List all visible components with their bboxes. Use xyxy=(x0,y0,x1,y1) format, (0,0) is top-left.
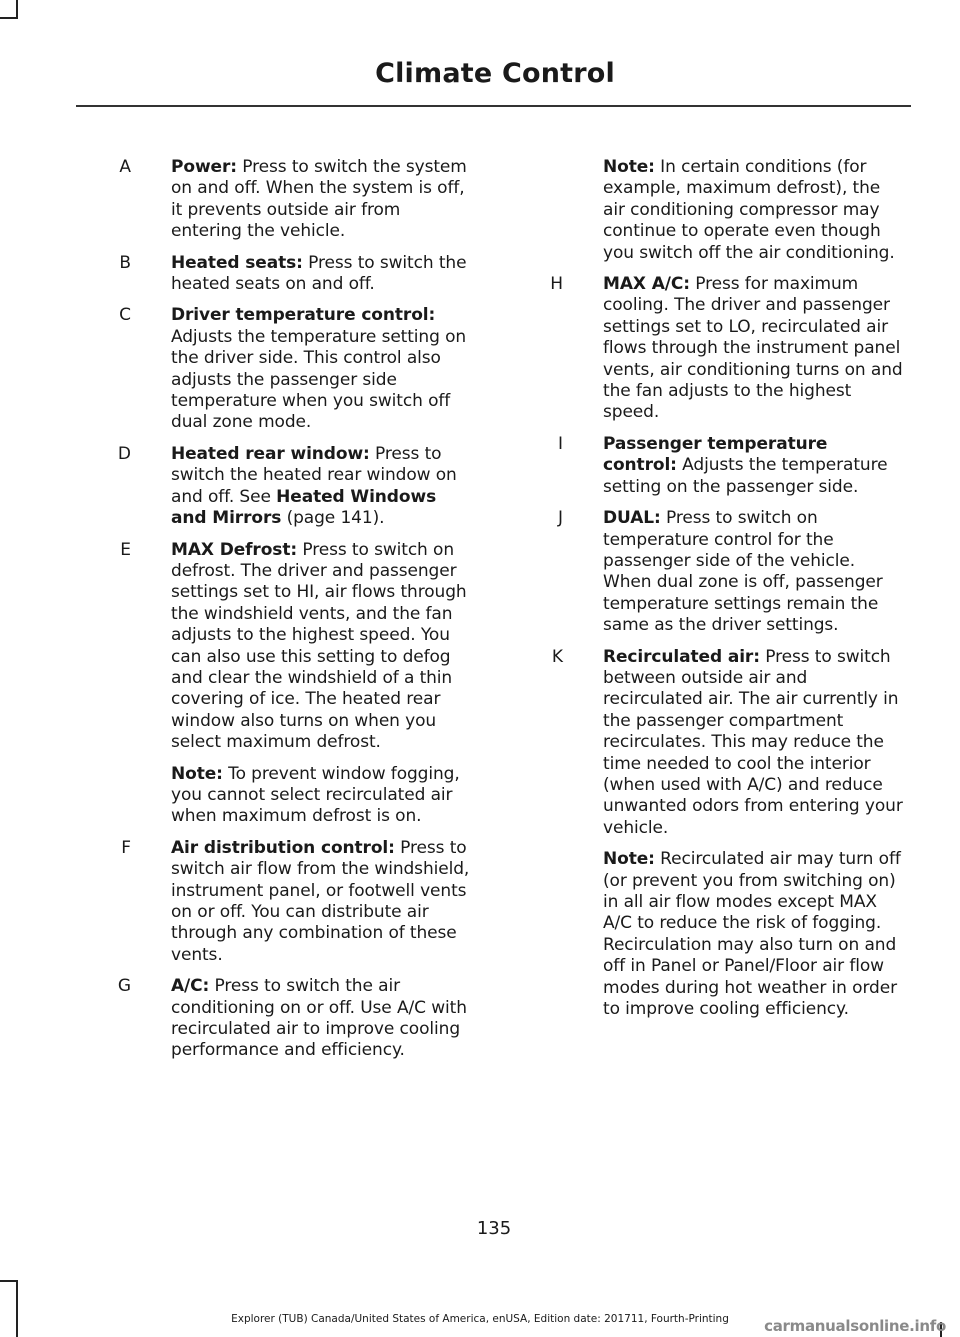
header-divider xyxy=(76,105,911,107)
right-column xyxy=(508,157,903,1030)
item-term: Passenger temperature control: xyxy=(603,433,828,476)
footer-edition-info: Explorer (TUB) Canada/United States of America, enUSA, Edition date: 201711, Fourth-Printing xyxy=(231,1313,729,1325)
note-text: To prevent window fogging, you cannot select recirculated air when maximum defrost is on. xyxy=(171,763,460,827)
note-text: Recirculated air may turn off (or prevent you from switching on) in all air flow modes except MAX A/C to reduce the risk of fogging. Recirculation may also turn on and off in Panel or Panel/Floor air flow modes during hot weather in order to improve cooling efficiency. xyxy=(603,849,901,1020)
page-reference: (page 141). xyxy=(281,508,385,529)
item-term: MAX A/C: xyxy=(603,274,690,295)
page-title: Climate Control xyxy=(375,58,615,89)
item-text: Press to switch the heated seats on and off. xyxy=(171,252,467,295)
note-text: In certain conditions (for example, maximum defrost), the air conditioning compressor may continue to operate even though you switch off the air conditioning. xyxy=(603,157,895,263)
list-item xyxy=(76,976,471,1062)
item-term: Heated rear window: xyxy=(171,443,370,464)
item-letter: C xyxy=(119,305,131,326)
item-text: Press to switch on defrost. The driver and passenger settings set to HI, air flows through the windshield vents, and the fan adjusts to the highest speed. You can also use this setting to defog and clear the windshield of a thin covering of ice. The heated rear window also turns on when you select maximum defrost. xyxy=(171,539,467,753)
item-letter: G xyxy=(117,976,131,997)
item-text: Press to switch air flow from the windshield, instrument panel, or footwell vents on or off. You can distribute air through any combination of these vents. xyxy=(171,837,470,965)
note-label: Note: xyxy=(603,849,655,870)
note-label: Note: xyxy=(171,763,223,784)
item-text: Press for maximum cooling. The driver and passenger settings set to LO, recirculated air flows through the instrument panel vents, air conditioning turns on and the fan adjusts to the highest speed. xyxy=(603,274,903,423)
item-text: Adjusts the temperature setting on the passenger side. xyxy=(603,455,888,497)
item-text: Press to switch the system on and off. When the system is off, it prevents outside air from entering the vehicle. xyxy=(171,157,467,242)
list-item xyxy=(508,647,903,840)
item-term: Recirculated air: xyxy=(603,646,760,667)
crop-mark xyxy=(16,1280,18,1337)
item-term: Air distribution control: xyxy=(171,837,395,858)
note xyxy=(508,157,903,264)
list-item xyxy=(76,305,471,433)
list-item xyxy=(76,540,471,754)
list-item xyxy=(508,274,903,424)
item-text: Press to switch the air conditioning on or off. Use A/C with recirculated air to improve cooling performance and efficiency. xyxy=(171,976,467,1061)
list-item xyxy=(76,253,471,296)
watermark: carmanualsonline.info xyxy=(764,1317,946,1335)
item-letter: K xyxy=(551,646,563,667)
item-letter: J xyxy=(557,508,563,529)
item-letter: H xyxy=(550,274,563,295)
crop-mark xyxy=(0,17,18,19)
list-item xyxy=(508,508,903,636)
item-term: Driver temperature control: xyxy=(171,305,436,326)
item-text: Press to switch between outside air and recirculated air. The air currently in the passenger compartment recirculates. This may reduce the time needed to cool the interior (when used with A/C) and reduce unwanted odors from entering your vehicle. xyxy=(603,646,903,838)
page-number: 135 xyxy=(476,1218,512,1239)
note xyxy=(508,849,903,1020)
item-term: MAX Defrost: xyxy=(171,539,298,560)
item-text: Adjusts the temperature setting on the driver side. This control also adjusts the passenger side temperature when you switch off dual zone mode. xyxy=(171,326,467,433)
list-item xyxy=(76,157,471,243)
left-column xyxy=(76,157,471,1072)
item-letter: E xyxy=(120,539,131,560)
item-letter: I xyxy=(557,433,563,454)
list-item xyxy=(76,444,471,530)
item-term: DUAL: xyxy=(603,508,661,529)
note xyxy=(76,764,471,828)
item-letter: F xyxy=(121,837,131,858)
crop-mark xyxy=(16,0,18,18)
item-text: Press to switch the heated rear window on and off. See xyxy=(171,443,457,507)
item-letter: B xyxy=(119,252,131,273)
item-letter: D xyxy=(117,443,131,464)
list-item xyxy=(76,838,471,966)
item-term: Heated seats: xyxy=(171,252,303,273)
item-term: Power: xyxy=(171,157,237,177)
cross-reference-link[interactable]: Heated Windows and Mirrors xyxy=(171,486,437,529)
item-text: Press to switch on temperature control for the passenger side of the vehicle. When dual zone is off, passenger temperature settings remain the same as the driver settings. xyxy=(603,508,883,636)
crop-mark xyxy=(0,1280,18,1282)
note-label: Note: xyxy=(603,157,655,177)
list-item xyxy=(508,434,903,498)
item-term: A/C: xyxy=(171,976,210,997)
item-letter: A xyxy=(119,157,131,177)
